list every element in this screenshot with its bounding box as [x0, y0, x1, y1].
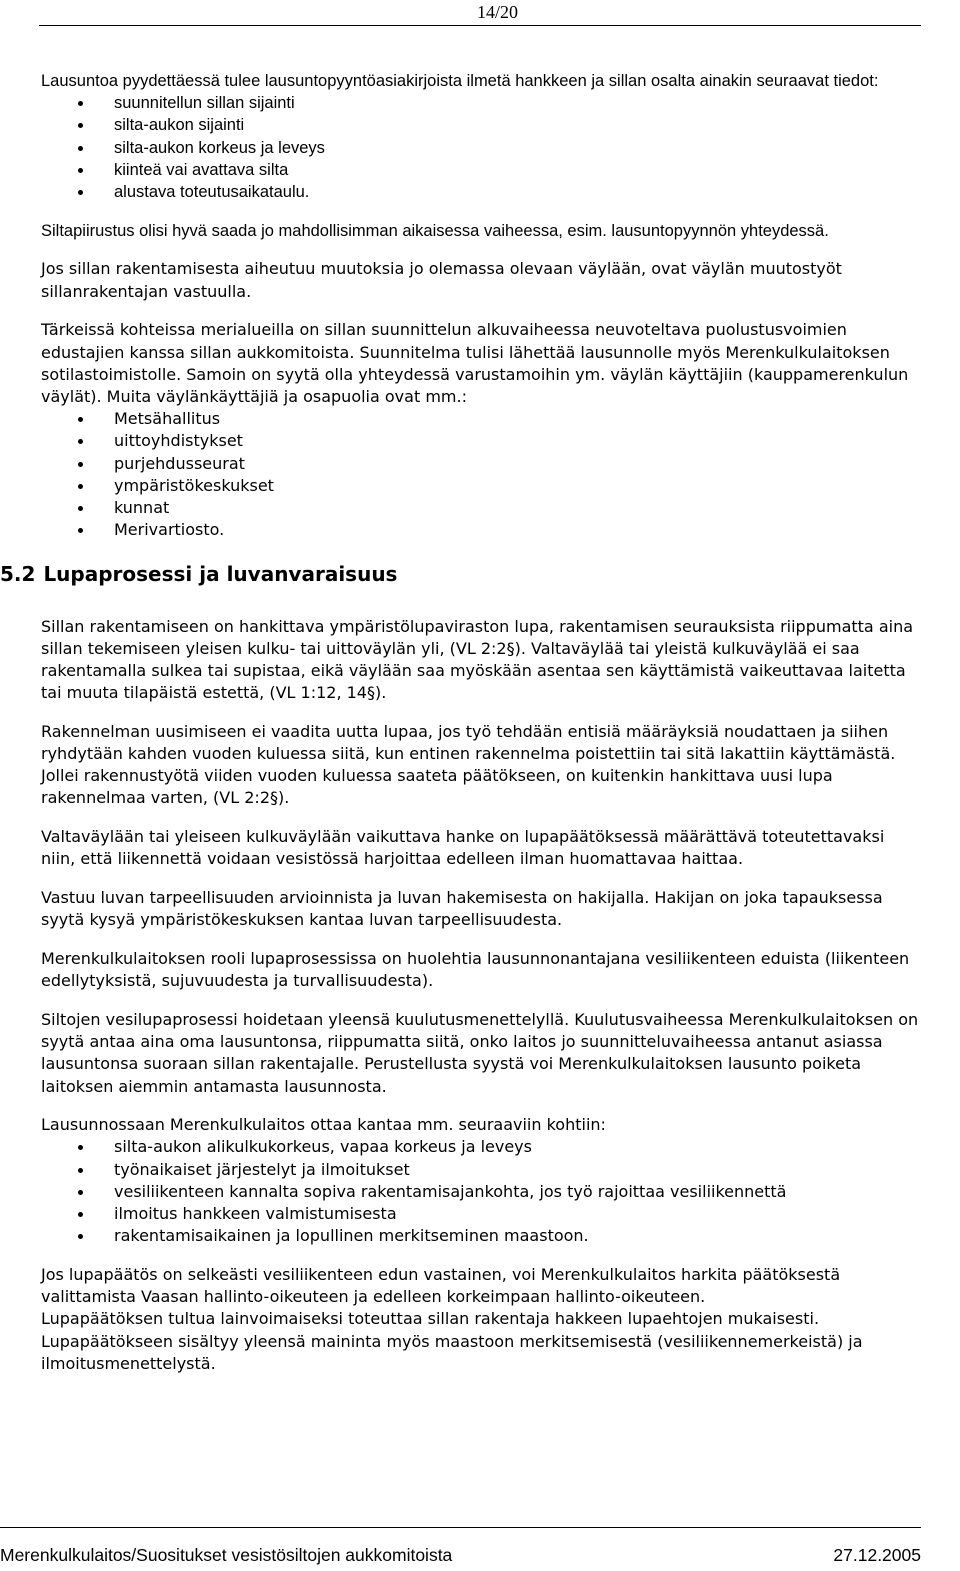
body-paragraph: Vastuu luvan tarpeellisuuden arvioinnista ja luvan hakemisesta on hakijalla. Hakijan on joka tapauksessa syytä kysyä ympäristökeskuksen kantaa luvan tarpeellisuudesta.	[41, 888, 883, 930]
required-info-list	[41, 92, 921, 203]
intro-block	[41, 70, 921, 242]
jos-sillan-paragraph: Jos sillan rakentamisesta aiheutuu muutoksia jo olemassa olevaan väylään, ovat väylän muutostyöt sillanrakentajan vastuulla.	[41, 259, 842, 301]
body-paragraph: Jos lupapäätös on selkeästi vesiliikenteen edun vastainen, voi Merenkulkulaitos harkita päätöksestä valittamista Vaasan hallinto-oikeuteen ja edelleen korkeimpaan hallinto-oikeuteen.	[41, 1264, 841, 1307]
list-item: suunnitellun sillan sijainti	[41, 92, 921, 114]
list-item: silta-aukon sijainti	[41, 114, 921, 136]
list-item: silta-aukon korkeus ja leveys	[41, 137, 921, 159]
header-rule	[39, 25, 921, 26]
document-body	[0, 70, 921, 1375]
body-paragraph: Siltojen vesilupaprosessi hoidetaan yleensä kuulutusmenettelyllä. Kuulutusvaiheessa Merenkulkulaitoksen on syytä antaa aina oma lausuntonsa, riippumatta siitä, onko laitos jo suunnitteluvaiheessa antanut asiassa lausuntonsa suoraan sillan rakentajalle. Perustellusta syystä voi Merenkulkulaitoksen lausunto poiketa laitoksen aiemmin antamasta lausunnosta.	[41, 1009, 919, 1096]
body-paragraph: Lupapäätökseen sisältyy yleensä maininta myös maastoon merkitsemisestä (vesiliikennemerkeistä) ja ilmoitusmenettelystä.	[41, 1331, 863, 1373]
section-title: Lupaprosessi ja luvanvaraisuus	[43, 562, 398, 587]
list-item: kunnat	[41, 497, 921, 519]
list-item: uittoyhdistykset	[41, 430, 921, 452]
footer-date: 27.12.2005	[833, 1545, 921, 1565]
list-item: vesiliikenteen kannalta sopiva rakentamisajankohta, jos työ rajoittaa vesiliikennettä	[41, 1181, 921, 1203]
list-item: työnaikaiset järjestelyt ja ilmoitukset	[41, 1159, 921, 1181]
list-item: Merivartiosto.	[41, 519, 921, 541]
footer-rule	[0, 1527, 921, 1528]
body-paragraph: Sillan rakentamiseen on hankittava ympäristölupaviraston lupa, rakentamisen seurauksista riippumatta aina sillan tekemiseen yleisen kulku- tai uittoväylän yli, (VL 2:2§). Valtaväylää tai yleistä kulkuväylää ei saa rakentamalla sulkea tai supistaa, eikä väylään saa myöskään asentaa sen käyttämistä vaikeuttavaa laitetta tai muuta tilapäistä estettä, (VL 1:12, 14§).	[41, 616, 914, 703]
list-item: kiinteä vai avattava silta	[41, 159, 921, 181]
tarkeissa-paragraph: Tärkeissä kohteissa merialueilla on sillan suunnittelun alkuvaiheessa neuvoteltava puolustusvoimien edustajien kanssa sillan aukkomitoista. Suunnitelma tulisi lähettää lausunnolle myös Merenkulkulaitoksen sotilastoimistolle. Samoin on syytä olla yhteydessä varustamoihin ym. väylän käyttäjiin (kauppamerenkulun väylät). Muita väylänkäyttäjiä ja osapuolia ovat mm.:	[41, 320, 909, 406]
body-paragraph: Valtaväylään tai yleiseen kulkuväylään vaikuttava hanke on lupapäätöksessä määrättävä toteutettavaksi niin, että liikennettä voidaan vesistössä harjoittaa edelleen ilman huomattavaa haittaa.	[41, 827, 885, 869]
siltapiirustus-paragraph: Siltapiirustus olisi hyvä saada jo mahdollisimman aikaisessa vaiheessa, esim. lausuntopyynnön yhteydessä.	[41, 221, 829, 240]
body-paragraph: Lausunnossaan Merenkulkulaitos ottaa kantaa mm. seuraaviin kohtiin:	[41, 1115, 606, 1135]
list-item: Metsähallitus	[41, 408, 921, 430]
list-item: silta-aukon alikulkukorkeus, vapaa korkeus ja leveys	[41, 1136, 921, 1158]
section-heading	[0, 563, 921, 585]
waterway-users-list	[41, 408, 921, 541]
footer-title: Merenkulkulaitos/Suositukset vesistösiltojen aukkomitoista	[0, 1545, 453, 1565]
section-number: 5.2	[0, 562, 36, 587]
body-paragraph: Merenkulkulaitoksen rooli lupaprosessissa on huolehtia lausunnonantajana vesiliikenteen eduista (liikenteen edellytyksistä, sujuvuudesta ja turvallisuudesta).	[41, 949, 910, 991]
list-item: purjehdusseurat	[41, 453, 921, 475]
list-item: rakentamisaikainen ja lopullinen merkitseminen maastoon.	[41, 1225, 921, 1247]
list-item: ilmoitus hankkeen valmistumisesta	[41, 1203, 921, 1225]
statement-points-list	[41, 1136, 921, 1247]
list-item: ympäristökeskukset	[41, 475, 921, 497]
page-number: 14/20	[476, 2, 518, 22]
body-paragraph: Lupapäätöksen tultua lainvoimaiseksi toteuttaa sillan rakentaja hakkeen lupaehtojen mukaisesti.	[41, 1309, 820, 1329]
body-paragraph: Rakennelman uusimiseen ei vaadita uutta lupaa, jos työ tehdään entisiä määräyksiä noudattaen ja siihen ryhdytään kahden vuoden kuluessa siitä, kun entinen rakennelma poistettiin tai sitä lakattiin käyttämästä. Jollei rakennustyötä viiden vuoden kuluessa saateta päätökseen, on kuitenkin hankittava uusi lupa rakennelmaa varten, (VL 2:2§).	[41, 721, 896, 808]
intro-paragraph: Lausuntoa pyydettäessä tulee lausuntopyyntöasiakirjoista ilmetä hankkeen ja sillan osalta ainakin seuraavat tiedot:	[41, 72, 879, 90]
list-item: alustava toteutusaikataulu.	[41, 181, 921, 203]
